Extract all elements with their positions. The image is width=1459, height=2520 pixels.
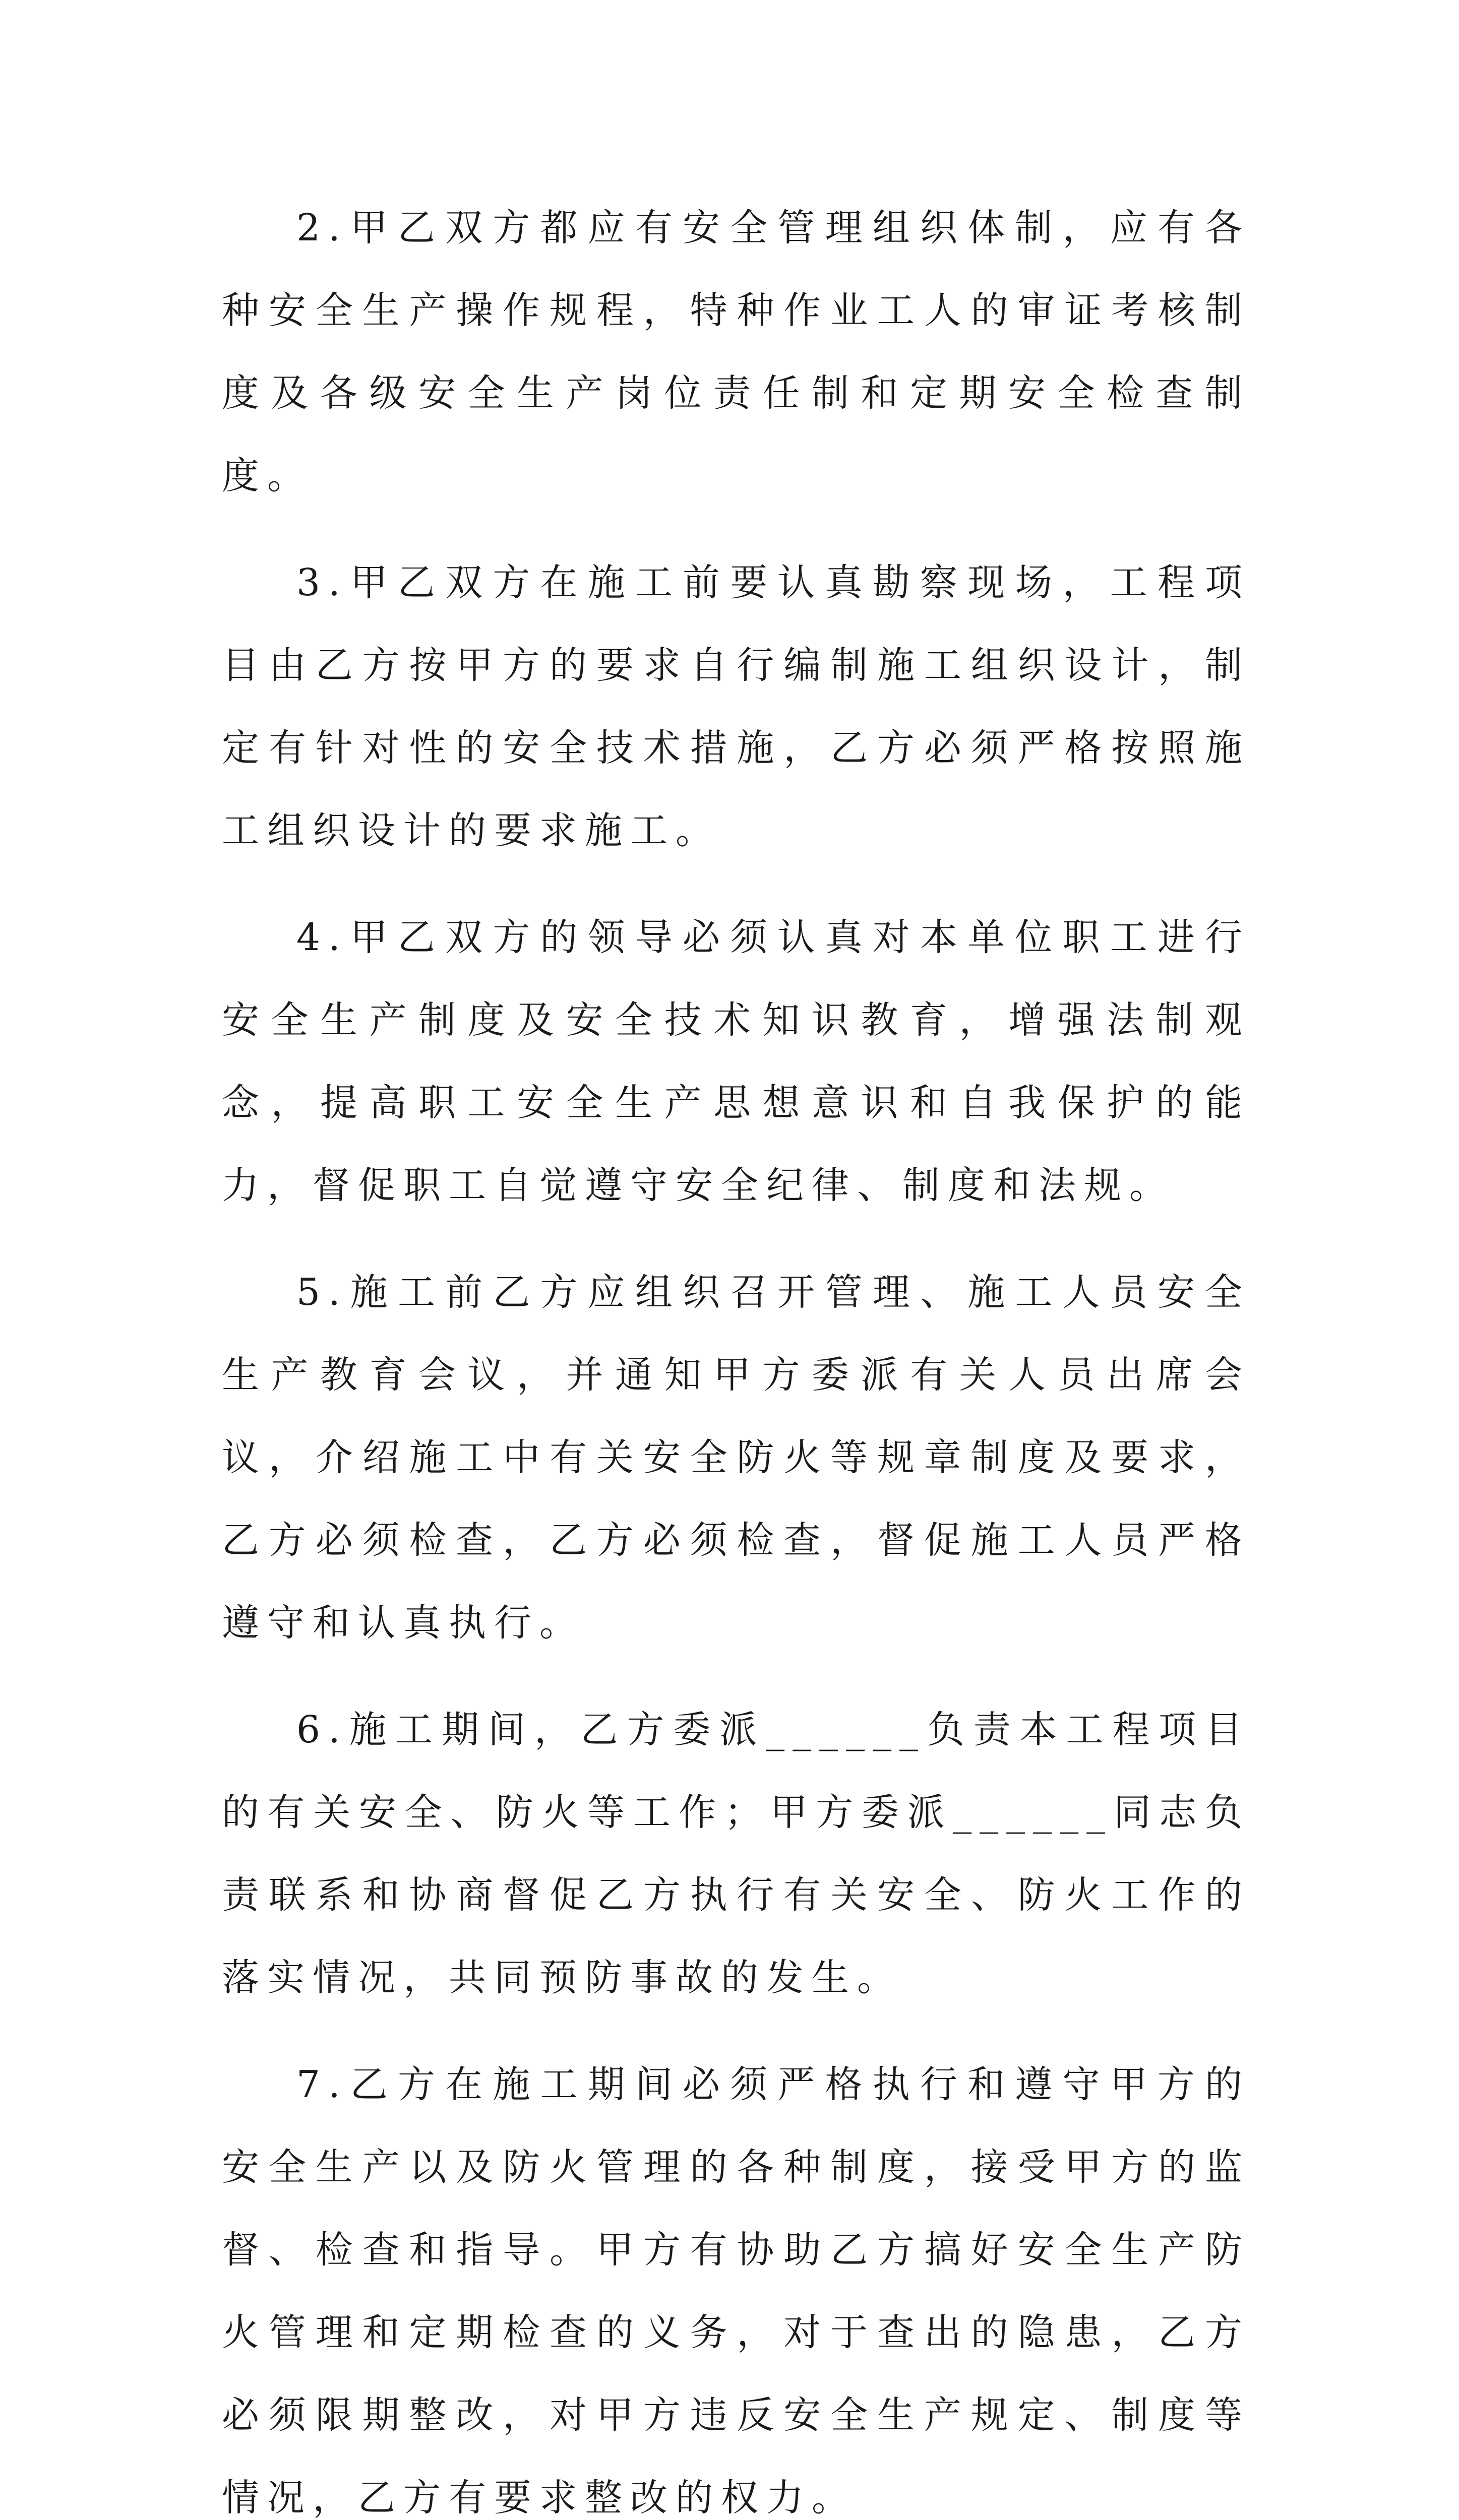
clause-7-paragraph: 7.乙方在施工期间必须严格执行和遵守甲方的安全生产以及防火管理的各种制度，接受甲方的监督、检查和指导。甲方有协助乙方搞好安全生产防火管理和定期检查的义务，对于查出的隐患，乙方必须限期整改，对甲方违反安全生产规定、制度等情况，乙方有要求整改的权力。 [222, 2063, 1250, 2519]
clause-4-paragraph: 4.甲乙双方的领导必须认真对本单位职工进行安全生产制度及安全技术知识教育，增强法制观念，提高职工安全生产思想意识和自我保护的能力，督促职工自觉遵守安全纪律、制度和法规。 [222, 916, 1250, 1207]
document-body [222, 186, 1250, 2520]
clause-5-paragraph: 5.施工前乙方应组织召开管理、施工人员安全生产教育会议，并通知甲方委派有关人员出席会议，介绍施工中有关安全防火等规章制度及要求，乙方必须检查，乙方必须检查，督促施工人员严格遵守和认真执行。 [222, 1271, 1250, 1645]
clause-3-paragraph: 3.甲乙双方在施工前要认真勘察现场，工程项目由乙方按甲方的要求自行编制施工组织设计，制定有针对性的安全技术措施，乙方必须严格按照施工组织设计的要求施工。 [222, 561, 1250, 852]
clause-2-paragraph: 2.甲乙双方都应有安全管理组织体制，应有各种安全生产操作规程，特种作业工人的审证考核制度及各级安全生产岗位责任制和定期安全检查制度。 [222, 206, 1250, 497]
clause-6-paragraph: 6.施工期间，乙方委派______负责本工程项目的有关安全、防火等工作；甲方委派______同志负责联系和协商督促乙方执行有关安全、防火工作的落实情况，共同预防事故的发生。 [222, 1708, 1250, 1999]
